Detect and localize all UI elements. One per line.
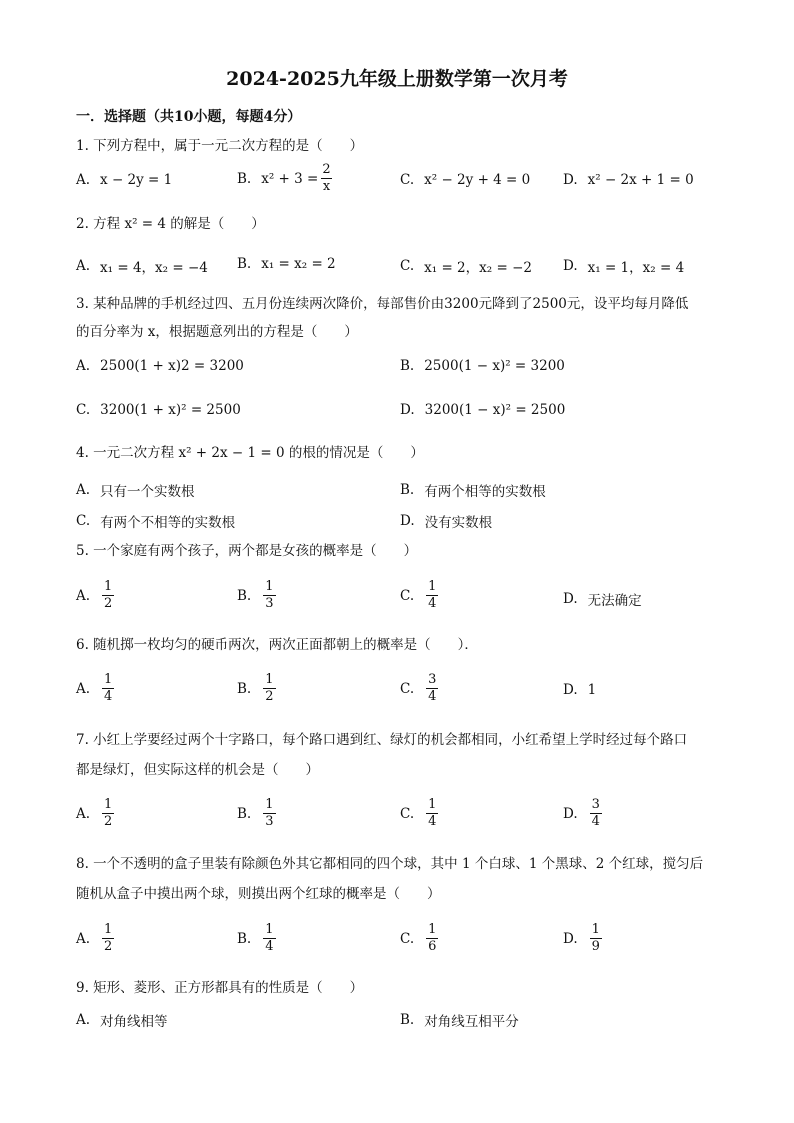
option-text: 没有实数根 bbox=[424, 515, 493, 531]
option-text: 无法确定 bbox=[587, 593, 642, 609]
option-label: A. bbox=[76, 680, 91, 697]
option-text: x² − 2y + 4 = 0 bbox=[424, 172, 531, 188]
fraction bbox=[102, 579, 114, 612]
option-text: 对角线相等 bbox=[100, 1014, 168, 1030]
option-label: A. bbox=[76, 587, 91, 604]
option-text: 只有一个实数根 bbox=[100, 484, 195, 500]
question-3-stem-line1: 3. 某种品牌的手机经过四、五月份连续两次降价，每部售价由3200元降到了2500元，设平均每月降低 bbox=[76, 296, 689, 312]
q5-option-c[interactable] bbox=[400, 579, 440, 612]
option-text: 3200(1 + x)² = 2500 bbox=[100, 402, 241, 418]
option-label: B. bbox=[237, 680, 252, 697]
option-label: D. bbox=[563, 930, 578, 947]
q5-option-b[interactable] bbox=[237, 579, 278, 612]
option-label: C. bbox=[76, 402, 91, 418]
fraction bbox=[426, 672, 438, 705]
option-label: B. bbox=[237, 170, 252, 187]
denominator: 3 bbox=[265, 814, 274, 829]
q9-option-a[interactable] bbox=[76, 1010, 168, 1030]
page-title: 2024-2025九年级上册数学第一次月考 bbox=[226, 68, 568, 90]
option-label: C. bbox=[400, 587, 415, 604]
option-label: A. bbox=[76, 258, 91, 274]
q7-option-a[interactable] bbox=[76, 797, 116, 830]
numerator: 1 bbox=[104, 672, 113, 687]
option-text: x − 2y = 1 bbox=[100, 172, 173, 188]
question-7-stem-line2: 都是绿灯，但实际这样的机会是（ ） bbox=[76, 762, 319, 778]
option-label: D. bbox=[563, 805, 578, 822]
option-text: x² + 3 = bbox=[261, 170, 319, 187]
fraction bbox=[426, 922, 438, 955]
option-label: A. bbox=[76, 1012, 91, 1028]
option-text: x₁ = 4，x₂ = −4 bbox=[100, 260, 208, 276]
q3-option-d[interactable] bbox=[400, 402, 565, 418]
option-label: B. bbox=[237, 930, 252, 947]
numerator: 1 bbox=[104, 797, 113, 812]
option-text: x₁ = x₂ = 2 bbox=[261, 256, 336, 272]
q8-option-b[interactable] bbox=[237, 922, 278, 955]
numerator: 1 bbox=[591, 922, 600, 937]
fraction bbox=[426, 579, 438, 612]
option-label: A. bbox=[76, 172, 91, 188]
fraction bbox=[590, 797, 602, 830]
q4-option-b[interactable] bbox=[400, 480, 546, 500]
q1-option-c[interactable] bbox=[400, 172, 530, 188]
fraction bbox=[102, 672, 114, 705]
denominator: 4 bbox=[591, 814, 600, 829]
option-label: D. bbox=[563, 258, 578, 274]
option-text: 1 bbox=[587, 682, 597, 698]
section-heading: 一．选择题（共10小题，每题4分） bbox=[76, 109, 302, 125]
q8-option-a[interactable] bbox=[76, 922, 116, 955]
q4-option-d[interactable] bbox=[400, 511, 492, 531]
option-label: C. bbox=[76, 513, 91, 529]
q6-option-d[interactable] bbox=[563, 682, 596, 698]
fraction bbox=[263, 579, 275, 612]
denominator: 4 bbox=[428, 596, 437, 611]
question-2-stem: 2. 方程 x² = 4 的解是（ ） bbox=[76, 216, 265, 232]
q6-option-a[interactable] bbox=[76, 672, 116, 705]
denominator: 4 bbox=[428, 814, 437, 829]
q7-option-b[interactable] bbox=[237, 797, 278, 830]
numerator: 1 bbox=[265, 922, 274, 937]
q7-option-d[interactable] bbox=[563, 797, 604, 830]
q7-option-c[interactable] bbox=[400, 797, 440, 830]
option-text: 3200(1 − x)² = 2500 bbox=[424, 402, 566, 418]
denominator: x bbox=[322, 179, 331, 194]
option-label: C. bbox=[400, 172, 415, 188]
option-label: B. bbox=[400, 358, 415, 374]
option-label: A. bbox=[76, 358, 91, 374]
option-label: D. bbox=[563, 591, 578, 607]
question-7-stem-line1: 7. 小红上学要经过两个十字路口，每个路口遇到红、绿灯的机会都相同，小红希望上学时经过每个路口 bbox=[76, 732, 688, 748]
option-text: 2500(1 − x)² = 3200 bbox=[424, 358, 565, 374]
option-label: A. bbox=[76, 805, 91, 822]
option-text: 对角线互相平分 bbox=[424, 1014, 519, 1030]
option-label: A. bbox=[76, 482, 91, 498]
question-1-stem: 1. 下列方程中，属于一元二次方程的是（ ） bbox=[76, 138, 364, 154]
q8-option-c[interactable] bbox=[400, 922, 440, 955]
q2-option-b[interactable] bbox=[237, 256, 336, 272]
q3-option-b[interactable] bbox=[400, 358, 565, 374]
q9-option-b[interactable] bbox=[400, 1010, 519, 1030]
denominator: 3 bbox=[265, 596, 274, 611]
numerator: 1 bbox=[265, 672, 274, 687]
option-label: C. bbox=[400, 258, 415, 274]
denominator: 2 bbox=[265, 689, 274, 704]
denominator: 4 bbox=[265, 939, 274, 954]
question-3-stem-line2: 的百分率为 x，根据题意列出的方程是（ ） bbox=[76, 324, 358, 340]
q5-option-d[interactable] bbox=[563, 589, 642, 609]
q2-option-d[interactable] bbox=[563, 256, 684, 276]
numerator: 3 bbox=[591, 797, 600, 812]
q5-option-a[interactable] bbox=[76, 579, 116, 612]
question-4-stem: 4. 一元二次方程 x² + 2x − 1 = 0 的根的情况是（ ） bbox=[76, 445, 424, 461]
option-label: B. bbox=[400, 482, 415, 498]
denominator: 2 bbox=[104, 814, 113, 829]
numerator: 3 bbox=[428, 672, 437, 687]
question-6-stem: 6. 随机掷一枚均匀的硬币两次，两次正面都朝上的概率是（ ）． bbox=[76, 637, 478, 653]
denominator: 2 bbox=[104, 939, 113, 954]
numerator: 1 bbox=[104, 922, 113, 937]
question-8-stem-line1: 8. 一个不透明的盒子里装有除颜色外其它都相同的四个球，其中 1 个白球、1 个黑球、2 个红球，搅匀后 bbox=[76, 856, 704, 872]
numerator: 1 bbox=[428, 922, 437, 937]
option-label: C. bbox=[400, 930, 415, 947]
numerator: 1 bbox=[104, 579, 113, 594]
question-9-stem: 9. 矩形、菱形、正方形都具有的性质是（ ） bbox=[76, 980, 364, 996]
q8-option-d[interactable] bbox=[563, 922, 604, 955]
option-text: 有两个相等的实数根 bbox=[424, 484, 546, 500]
option-label: B. bbox=[400, 1012, 415, 1028]
q6-option-b[interactable] bbox=[237, 672, 278, 705]
denominator: 2 bbox=[104, 596, 113, 611]
fraction bbox=[263, 922, 275, 955]
option-label: C. bbox=[400, 805, 415, 822]
option-label: D. bbox=[400, 402, 415, 418]
question-5-stem: 5. 一个家庭有两个孩子，两个都是女孩的概率是（ ） bbox=[76, 543, 418, 559]
q2-option-c[interactable] bbox=[400, 256, 532, 276]
q1-option-b[interactable] bbox=[237, 162, 335, 195]
q4-option-c[interactable] bbox=[76, 511, 235, 531]
denominator: 4 bbox=[104, 689, 113, 704]
option-label: A. bbox=[76, 930, 91, 947]
numerator: 1 bbox=[265, 579, 274, 594]
q3-option-c[interactable] bbox=[76, 402, 241, 418]
option-label: B. bbox=[237, 587, 252, 604]
fraction bbox=[102, 797, 114, 830]
option-text: x² − 2x + 1 = 0 bbox=[587, 172, 694, 188]
q6-option-c[interactable] bbox=[400, 672, 440, 705]
q4-option-a[interactable] bbox=[76, 480, 195, 500]
fraction bbox=[426, 797, 438, 830]
fraction bbox=[320, 162, 332, 195]
option-label: B. bbox=[237, 256, 252, 272]
fraction bbox=[102, 922, 114, 955]
denominator: 4 bbox=[428, 689, 437, 704]
option-text: 2500(1 + x)2 = 3200 bbox=[100, 358, 244, 374]
fraction bbox=[263, 797, 275, 830]
option-label: B. bbox=[237, 805, 252, 822]
numerator: 2 bbox=[322, 162, 331, 177]
option-text: x₁ = 2，x₂ = −2 bbox=[424, 260, 532, 276]
option-label: D. bbox=[400, 513, 415, 529]
option-text: 有两个不相等的实数根 bbox=[100, 515, 236, 531]
q3-option-a[interactable] bbox=[76, 358, 244, 374]
numerator: 1 bbox=[428, 579, 437, 594]
denominator: 9 bbox=[591, 939, 600, 954]
option-text: x₁ = 1，x₂ = 4 bbox=[587, 260, 685, 276]
q1-option-d[interactable] bbox=[563, 172, 694, 188]
q2-option-a[interactable] bbox=[76, 256, 208, 276]
denominator: 6 bbox=[428, 939, 437, 954]
numerator: 1 bbox=[265, 797, 274, 812]
option-label: D. bbox=[563, 172, 578, 188]
question-8-stem-line2: 随机从盒子中摸出两个球，则摸出两个红球的概率是（ ） bbox=[76, 886, 441, 902]
fraction bbox=[263, 672, 275, 705]
option-label: C. bbox=[400, 680, 415, 697]
q1-option-a[interactable] bbox=[76, 172, 172, 188]
option-label: D. bbox=[563, 682, 578, 698]
numerator: 1 bbox=[428, 797, 437, 812]
fraction bbox=[590, 922, 602, 955]
